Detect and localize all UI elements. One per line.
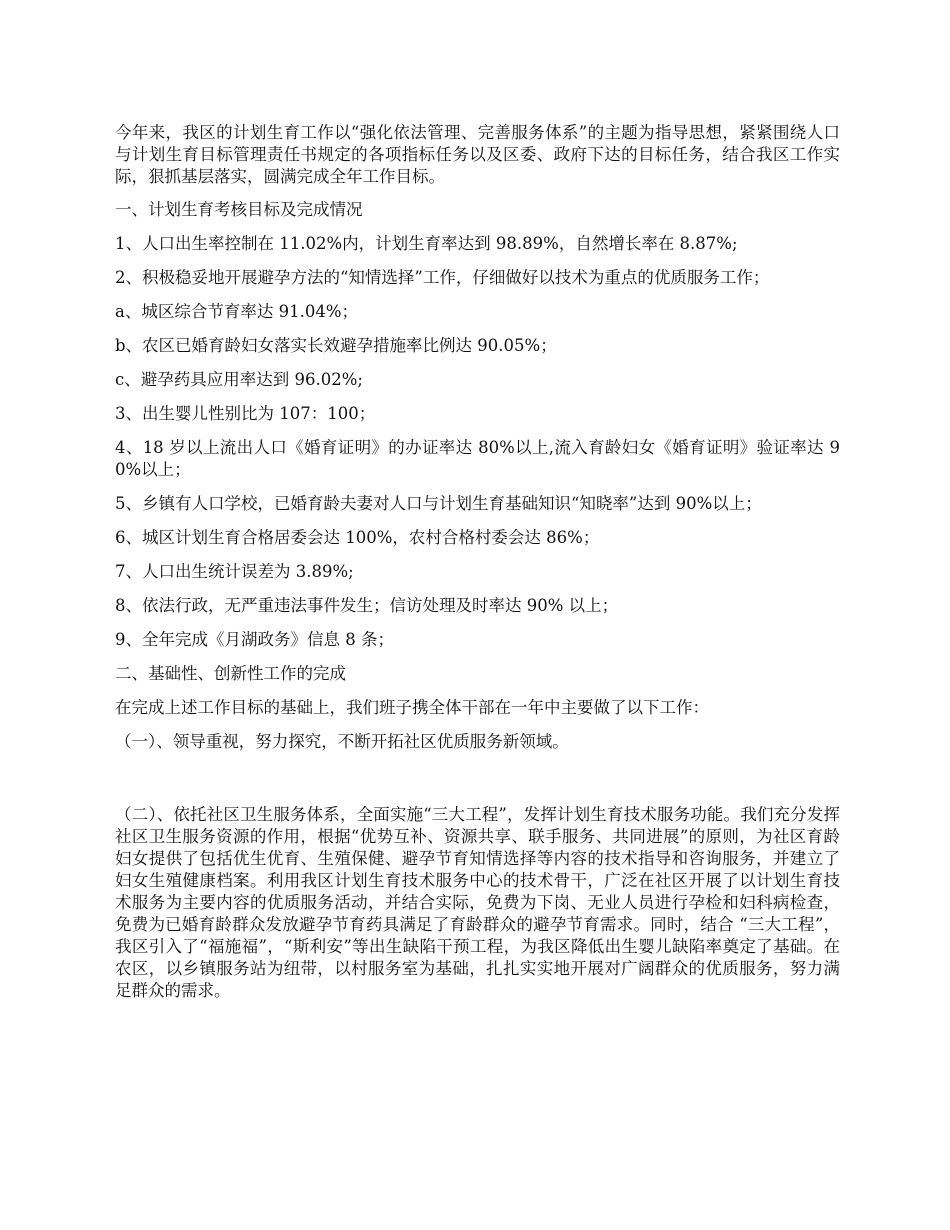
document-body — [115, 122, 840, 1002]
list-item: 9、全年完成《月湖政务》信息 8 条； — [115, 630, 394, 649]
list-item: a、城区综合节育率达 91.04%； — [115, 302, 358, 321]
body-paragraph: 在完成上述工作目标的基础上，我们班子携全体干部在一年中主要做了以下工作： — [115, 698, 709, 717]
section-heading-1: 一、计划生育考核目标及完成情况 — [115, 200, 363, 219]
list-item: 8、依法行政，无严重违法事件发生；信访处理及时率达 90% 以上； — [115, 596, 619, 615]
list-item: 7、人口出生统计误差为 3.89%; — [115, 562, 354, 581]
list-item: 5、乡镇有人口学校，已婚育龄夫妻对人口与计划生育基础知识“知晓率”达到 90%以上； — [115, 494, 762, 513]
list-item: b、农区已婚育龄妇女落实长效避孕措施率比例达 90.05%； — [115, 336, 557, 355]
list-item: c、避孕药具应用率达到 96.02%; — [115, 370, 363, 389]
intro-paragraph: 今年来，我区的计划生育工作以“强化依法管理、完善服务体系”的主题为指导思想，紧紧围绕人口与计划生育目标管理责任书规定的各项指标任务以及区委、政府下达的目标任务，结合我区工作实际，狠抓基层落实，圆满完成全年工作目标。 — [115, 123, 840, 186]
list-item: 4、18 岁以上流出人口《婚育证明》的办证率达 80%以上,流入育龄妇女《婚育证明》验证率达 90%以上； — [115, 438, 840, 479]
list-item: 3、出生婴儿性别比为 107：100； — [115, 404, 376, 423]
body-paragraph: （二）、依托社区卫生服务体系，全面实施“三大工程”，发挥计划生育技术服务功能。我们充分发挥社区卫生服务资源的作用，根据“优势互补、资源共享、联手服务、共同进展”的原则，为社区育龄妇女提供了包括优生优育、生殖保健、避孕节育知情选择等内容的技术指导和咨询服务，并建立了妇女生殖健康档案。利用我区计划生育技术服务中心的技术骨干，广泛在社区开展了以计划生育技术服务为主要内容的优质服务活动，并结合实际，免费为下岗、无业人员进行孕检和妇科病检查，免费为已婚育龄群众发放避孕节育药具满足了育龄群众的避孕节育需求。同时，结合 “三大工程”，我区引入了“福施福”，“斯利安”等出生缺陷干预工程，为我区降低出生婴儿缺陷率奠定了基础。在农区，以乡镇服务站为纽带，以村服务室为基础，扎扎实实地开展对广阔群众的优质服务，努力满足群众的需求。 — [115, 805, 840, 1000]
list-item: 2、积极稳妥地开展避孕方法的“知情选择”工作，仔细做好以技术为重点的优质服务工作； — [115, 268, 770, 287]
list-item: 1、人口出生率控制在 11.02%内，计划生育率达到 98.89%，自然增长率在 8.87%; — [115, 234, 738, 253]
subsection-heading-1: （一）、领导重视，努力探究，不断开拓社区优质服务新领域。 — [115, 732, 569, 751]
list-item: 6、城区计划生育合格居委会达 100%，农村合格村委会达 86%； — [115, 528, 600, 547]
section-heading-2: 二、基础性、创新性工作的完成 — [115, 664, 346, 683]
